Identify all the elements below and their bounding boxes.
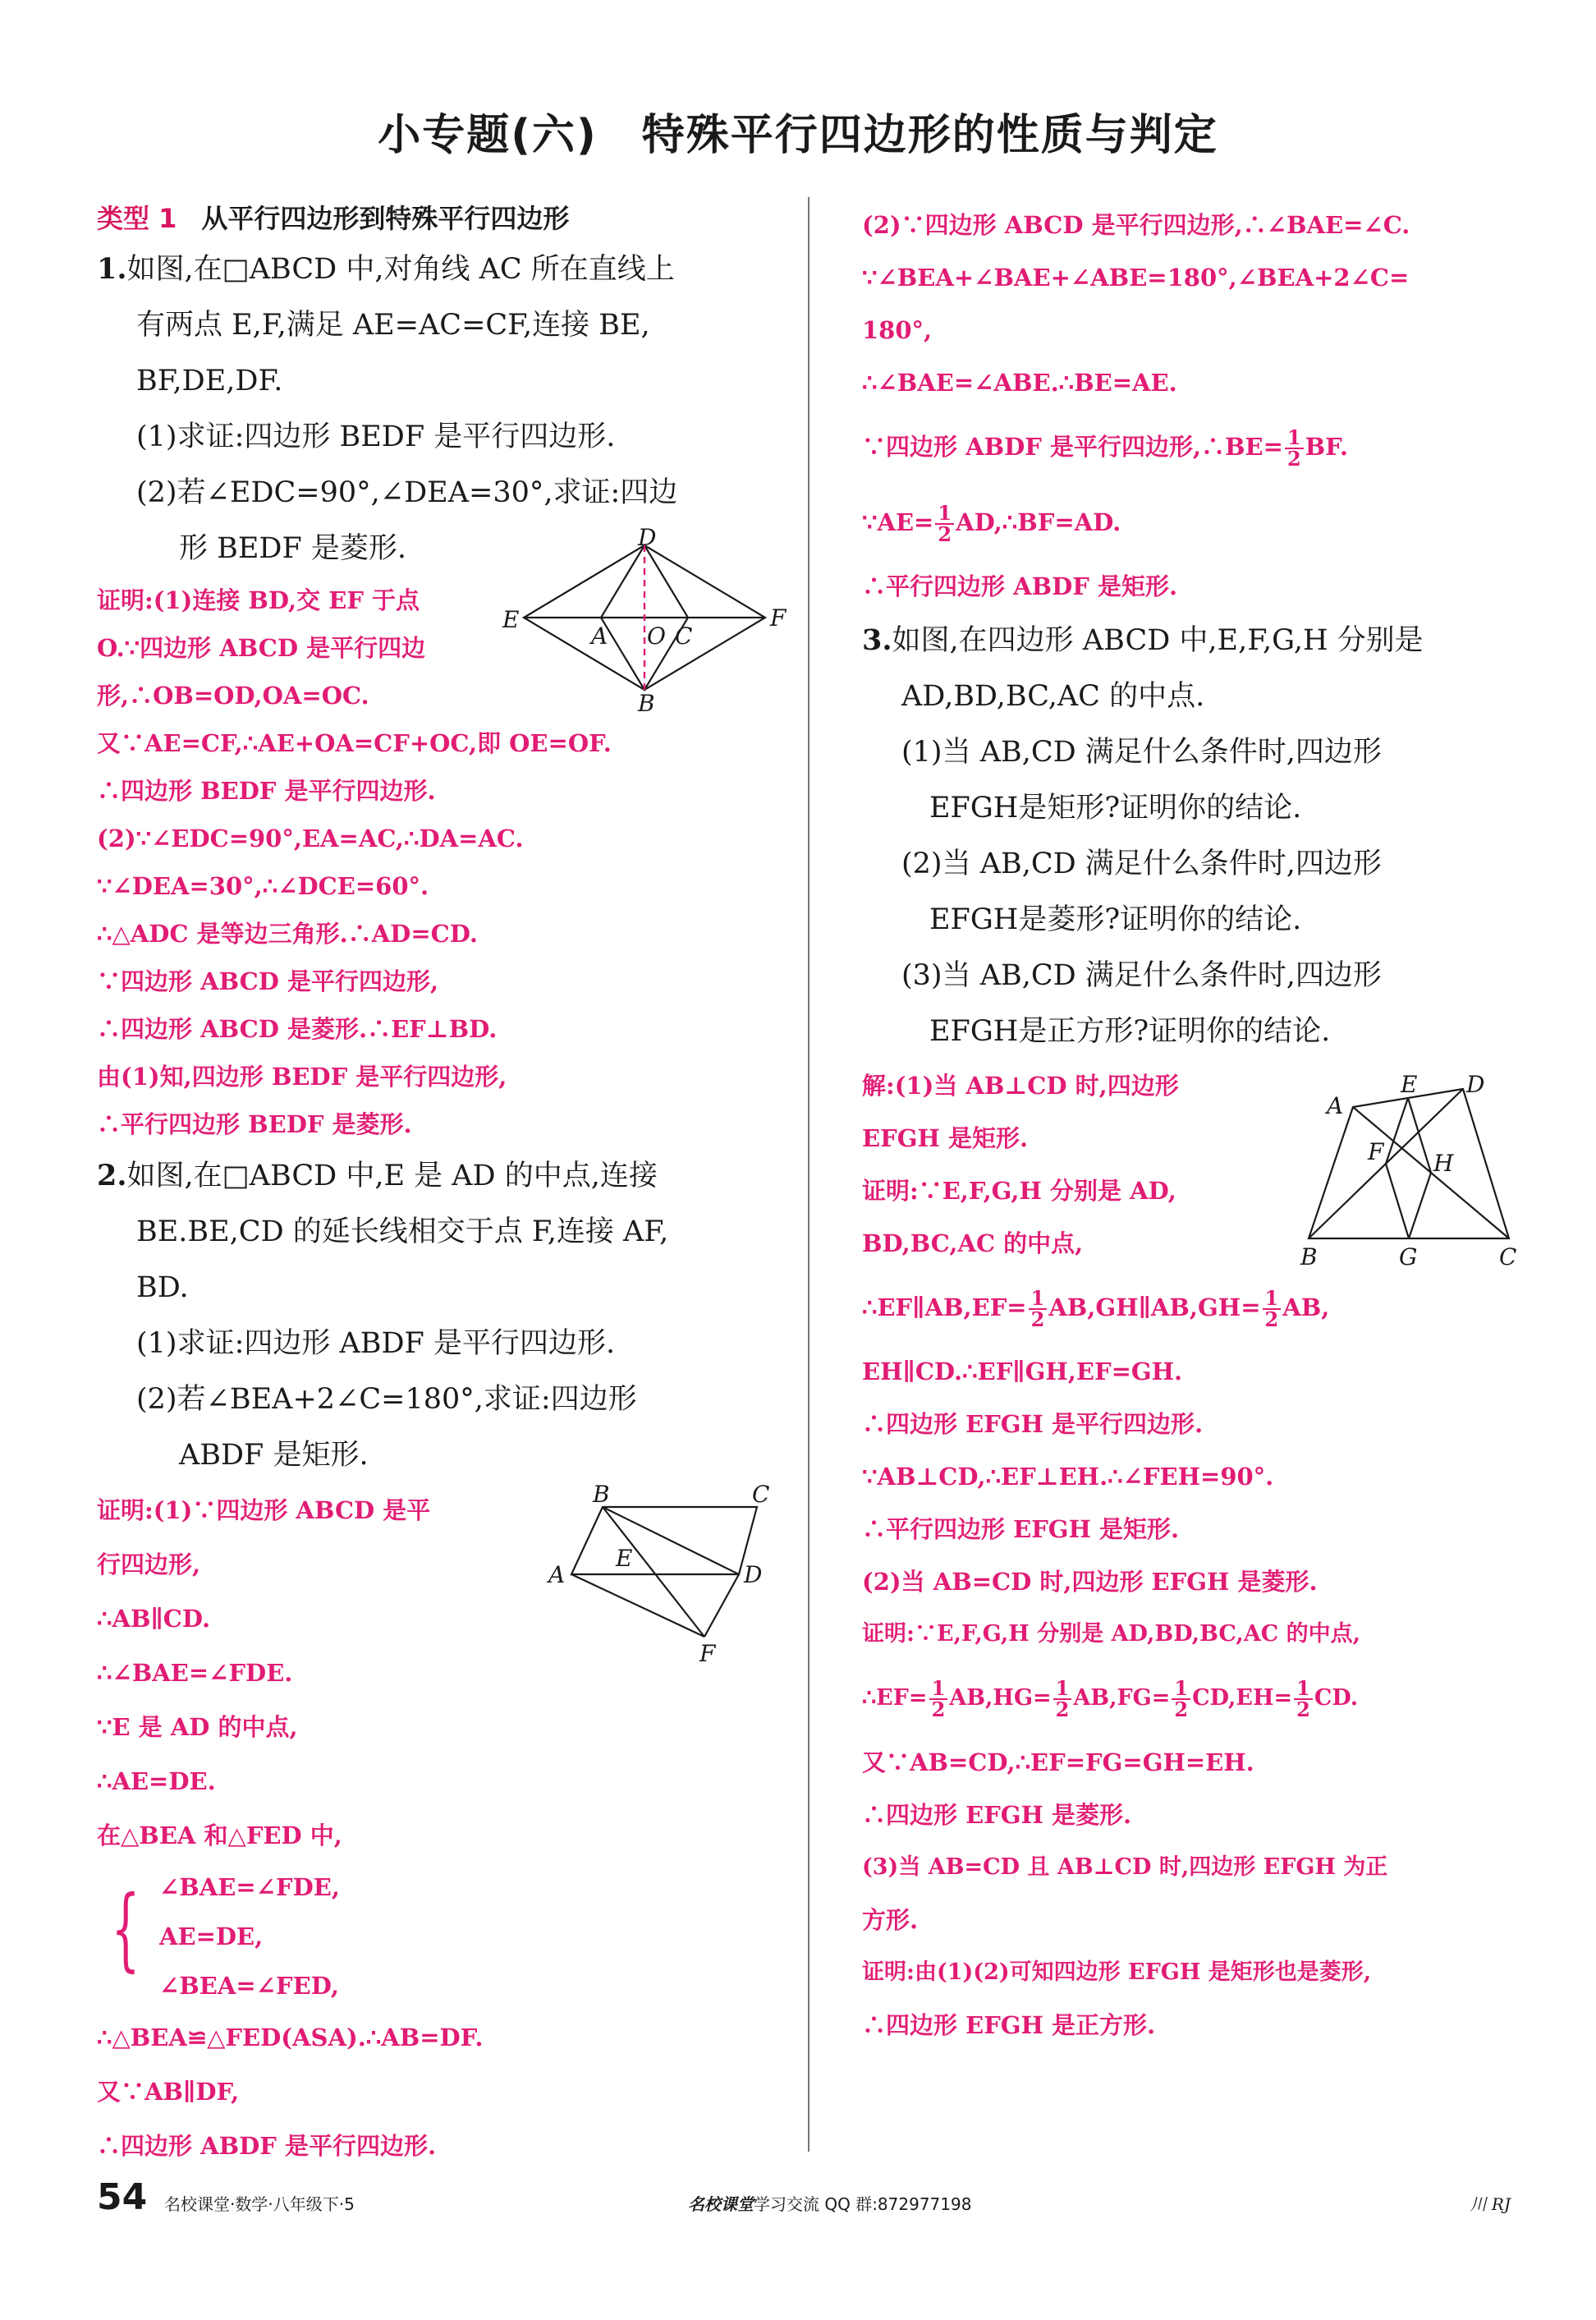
label-B: B [638,690,655,717]
figure-1 [502,524,787,717]
solution-line: 证明:∵E,F,G,H 分别是 AD, [862,1177,1176,1205]
solution-line: ∴平行四边形 EFGH 是矩形. [862,1515,1180,1543]
question-number: 3. [862,623,892,657]
question-2 [97,1148,778,1483]
solution-line: 方形. [862,1906,919,1934]
brace-icon: { [111,1876,140,1981]
question-stem: 有两点 E,F,满足 AE=AC=CF,连接 BE, [136,309,650,342]
solution-line: (2)∵∠EDC=90°,EA=AC,∴DA=AC. [97,825,524,852]
solution-line: O.∵四边形 ABCD 是平行四边 [97,634,426,662]
solution-line: (2)当 AB=CD 时,四边形 EFGH 是菱形. [862,1568,1318,1596]
solution-line: ∴EF∥AB,EF= $\frac{1}{2}$ AB,GH∥AB,GH= $\frac{1}{2}$ AB, [862,1286,1330,1331]
solution-line: 由(1)知,四边形 BEDF 是平行四边形, [97,1063,507,1091]
question-part: (3)当 AB,CD 满足什么条件时,四边形 [901,959,1382,992]
question-stem: 如图,在四边形 ABCD 中,E,F,G,H 分别是 [892,624,1424,657]
solution-line: 又∵AB∥DF, [97,2078,240,2106]
label-B: B [593,1481,610,1508]
fraction-half: $\frac{1}{2}$ [1172,1679,1190,1720]
fraction-half: $\frac{1}{2}$ [1263,1289,1282,1330]
solution-line: ∴△ADC 是等边三角形.∴AD=CD. [97,920,478,948]
question-part: (1)当 AB,CD 满足什么条件时,四边形 [901,736,1382,769]
solution-line: ∵∠BEA+∠BAE+∠ABE=180°,∠BEA+2∠C= [862,264,1410,292]
solution-line: ∴AB∥CD. [97,1605,211,1633]
solution-line: ∴△BEA≌△FED(ASA).∴AB=DF. [97,2024,484,2051]
label-F: F [699,1640,716,1667]
solution-line: 又∵AE=CF,∴AE+OA=CF+OC,即 OE=OF. [97,729,612,757]
solution-line: 180°, [862,316,933,344]
question-stem: BD. [136,1271,189,1304]
solution-line: ∵E 是 AD 的中点, [97,1713,298,1741]
question-part: (1)求证:四边形 BEDF 是平行四边形. [136,420,616,453]
question-stem: BF,DE,DF. [136,365,283,397]
book-info: 名校课堂·数学·八年级下·5 [164,2194,355,2214]
solution-line: ∴四边形 ABCD 是菱形.∴EF⊥BD. [97,1015,498,1043]
brand-logo: 名校课堂 [688,2194,754,2214]
solution-line: ∴平行四边形 ABDF 是矩形. [862,572,1178,600]
solution-line: ∵∠DEA=30°,∴∠DCE=60°. [97,872,429,900]
solution-line: 证明:(1)∵四边形 ABCD 是平 [97,1496,431,1524]
solution-line: 在△BEA 和△FED 中, [97,1822,342,1849]
label-D: D [744,1561,763,1588]
question-part: (2)当 AB,CD 满足什么条件时,四边形 [901,848,1382,880]
label-F: F [1368,1138,1384,1165]
label-D: D [638,524,657,551]
figure-2 [548,1482,778,1671]
label-A: A [548,1561,566,1588]
solution-line: ∴EF= $\frac{1}{2}$ AB,HG= $\frac{1}{2}$ AB,FG= $\frac{1}{2}$ CD,EH= $\frac{1}{2}$ CD. [862,1675,1359,1721]
solution-line: ∴平行四边形 BEDF 是菱形. [97,1110,412,1138]
fraction-half: $\frac{1}{2}$ [1053,1679,1072,1720]
solution-line: ∴四边形 EFGH 是平行四边形. [862,1410,1204,1438]
solution-line: ∴∠BAE=∠ABE.∴BE=AE. [862,369,1177,397]
label-B: B [1300,1243,1318,1270]
question-part: ABDF 是矩形. [179,1439,369,1472]
brace-line: ∠BAE=∠FDE, [159,1873,340,1901]
fraction-half: $\frac{1}{2}$ [1294,1679,1313,1720]
figure-3 [1297,1068,1519,1281]
brace-line: AE=DE, [159,1923,264,1950]
qq-group [688,2191,971,2215]
solution-line: 证明:(1)连接 BD,交 EF 于点 [97,586,420,614]
question-part: EFGH是菱形?证明你的结论. [929,903,1302,936]
solution-line: 又∵AB=CD,∴EF=FG=GH=EH. [862,1748,1254,1776]
label-A: A [1327,1092,1344,1119]
solution-line: EH∥CD.∴EF∥GH,EF=GH. [862,1358,1183,1385]
fraction-half: $\frac{1}{2}$ [935,503,954,544]
label-F: F [770,604,787,632]
fraction-half: $\frac{1}{2}$ [1029,1289,1048,1330]
fraction-half: $\frac{1}{2}$ [929,1679,948,1720]
page-number: 54 [97,2176,148,2218]
solution-line: EFGH 是矩形. [862,1124,1029,1152]
label-E: E [1401,1071,1418,1098]
label-E: E [502,606,520,633]
solution-line: ∵AE= $\frac{1}{2}$ AD,∴BF=AD. [862,501,1121,546]
solution-line: ∴四边形 BEDF 是平行四边形. [97,777,436,805]
question-part: 形 BEDF 是菱形. [179,532,406,565]
label-G: G [1399,1243,1418,1270]
label-O: O [647,622,666,650]
label-E: E [616,1545,633,1572]
fraction-half: $\frac{1}{2}$ [1285,428,1304,469]
solution-line: ∴四边形 EFGH 是正方形. [862,2011,1156,2039]
label-H: H [1433,1150,1454,1177]
question-number: 1. [97,252,127,286]
label-C: C [1499,1243,1517,1270]
solution-line: ∵AB⊥CD,∴EF⊥EH.∴∠FEH=90°. [862,1463,1274,1491]
page-footer [97,2176,1511,2226]
question-part: (2)若∠BEA+2∠C=180°,求证:四边形 [136,1383,637,1416]
edition-mark: 川 RJ [1470,2194,1511,2214]
solution-line: BD,BC,AC 的中点, [862,1229,1084,1257]
solution-line: 证明:∵E,F,G,H 分别是 AD,BD,BC,AC 的中点, [862,1621,1361,1647]
brace-line: ∠BEA=∠FED, [159,1972,339,2000]
type-label: 类型 1 [97,203,177,234]
solution-line: ∵四边形 ABCD 是平行四边形, [97,967,439,995]
question-1 [97,241,778,577]
solution-line: 行四边形, [97,1550,201,1578]
type-heading [97,195,778,241]
solution-line: ∵四边形 ABDF 是平行四边形,∴BE= $\frac{1}{2}$ BF. [862,425,1348,471]
solution-line: (2)∵四边形 ABCD 是平行四边形,∴∠BAE=∠C. [862,211,1410,239]
question-part: (1)求证:四边形 ABDF 是平行四边形. [136,1327,616,1360]
question-3 [862,613,1511,1059]
brace-group [97,1863,778,2010]
qq-text: 学习交流 QQ 群:872977198 [754,2194,972,2214]
question-stem: BE.BE,CD 的延长线相交于点 F,连接 AF, [136,1215,669,1248]
page-title: 小专题(六) 特殊平行四边形的性质与判定 [378,111,1218,160]
solution-line: 解:(1)当 AB⊥CD 时,四边形 [862,1072,1179,1100]
solution-line: (3)当 AB=CD 且 AB⊥CD 时,四边形 EFGH 为正 [862,1854,1388,1880]
solution-2-continued [862,199,1511,613]
question-part: EFGH是矩形?证明你的结论. [929,792,1302,825]
question-number: 2. [97,1159,127,1192]
solution-line: ∴∠BAE=∠FDE. [97,1659,293,1687]
left-column [97,195,778,2173]
label-A: A [591,622,608,650]
type-title: 从平行四边形到特殊平行四边形 [201,203,570,234]
question-part: (2)若∠EDC=90°,∠DEA=30°,求证:四边 [136,476,678,509]
question-stem: AD,BD,BC,AC 的中点. [901,680,1205,713]
solution-line: ∴四边形 EFGH 是菱形. [862,1801,1132,1829]
question-stem: 如图,在□ABCD 中,对角线 AC 所在直线上 [126,253,675,286]
question-part: EFGH是正方形?证明你的结论. [929,1015,1331,1048]
question-stem: 如图,在□ABCD 中,E 是 AD 的中点,连接 [126,1160,658,1192]
solution-line: ∴AE=DE. [97,1767,216,1795]
label-C: C [675,622,693,650]
solution-line: 证明:由(1)(2)可知四边形 EFGH 是矩形也是菱形, [862,1959,1372,1985]
label-C: C [752,1481,770,1508]
solution-line: ∴四边形 ABDF 是平行四边形. [97,2132,437,2160]
column-divider [808,197,809,2152]
solution-line: 形,∴OB=OD,OA=OC. [97,682,369,710]
label-D: D [1466,1071,1485,1098]
